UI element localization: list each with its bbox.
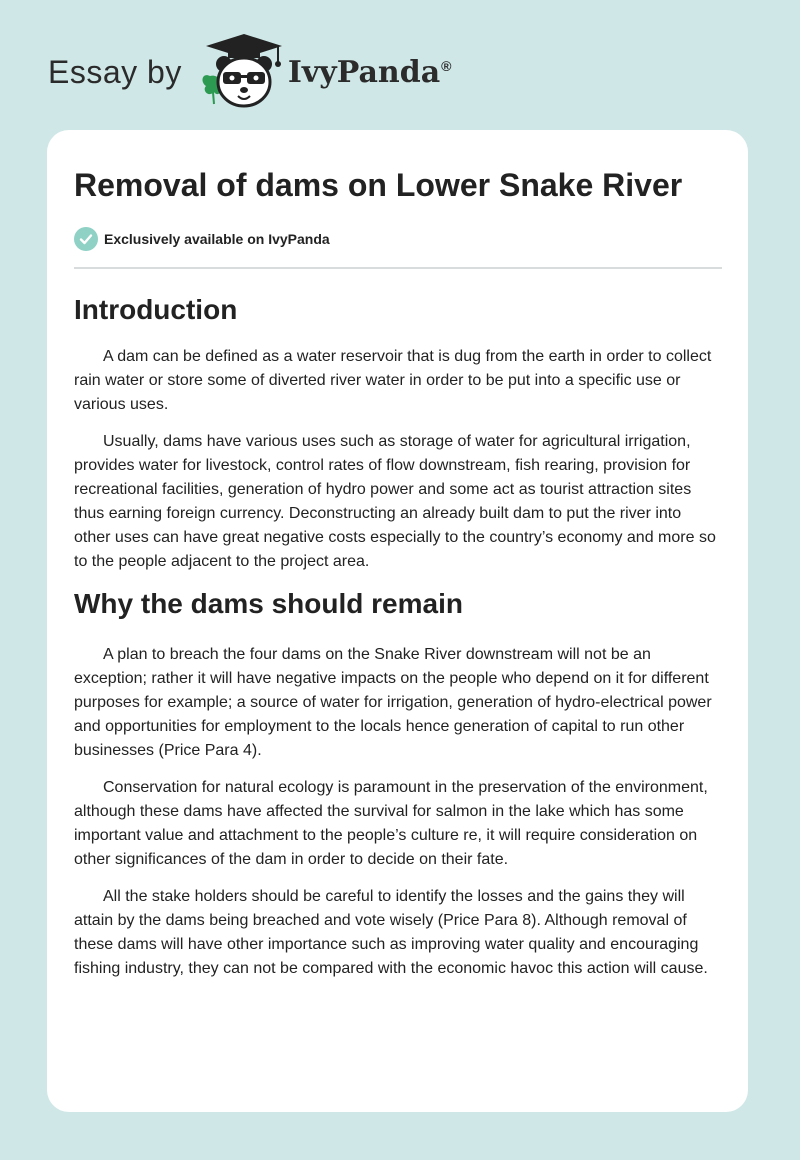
divider (74, 267, 722, 269)
exclusive-badge (74, 226, 722, 252)
paragraph: A dam can be defined as a water reservoir that is dug from the earth in order to collect rain water or store some of diverted river water in order to be put into a specific use or various uses. (74, 348, 712, 413)
site-brand[interactable] (48, 32, 451, 112)
page-title: Removal of dams on Lower Snake River (74, 167, 683, 203)
essay-card (47, 130, 748, 1112)
section-why-dams-remain (74, 587, 722, 981)
paragraph: Usually, dams have various uses such as storage of water for agricultural irrigation, provides water for livestock, control rates of flow downstream, fish rearing, provision for recreational facilities, generation of hydro power and some act as tourist attraction sites thus earning foreign currency. Deconstructing an already built dam to put the river into other uses can have great negative costs especially to the country’s economy and more so to the people adjacent to the project area. (74, 433, 716, 570)
section-heading: Why the dams should remain (74, 588, 463, 619)
section-introduction (74, 293, 722, 574)
brand-prefix: Essay by (48, 53, 182, 90)
badge-text: Exclusively available on IvyPanda (104, 231, 330, 247)
check-circle-icon (74, 227, 98, 251)
section-heading: Introduction (74, 294, 238, 325)
paragraph: A plan to breach the four dams on the Snake River downstream will not be an exception; rather it will have negative impacts on the people who depend on it for different purposes for example; a source of water for irrigation, generation of hydro-electrical power and opportunities for employment to the locals hence generation of capital to run other businesses (Price Para 4). (74, 646, 712, 759)
panda-logo-icon (196, 32, 292, 112)
brand-name: IvyPanda® (287, 54, 452, 90)
registered-mark: ® (441, 57, 452, 74)
paragraph: Conservation for natural ecology is paramount in the preservation of the environment, although these dams have affected the survival for salmon in the lake which has some important value and attachment to the people’s culture re, it will require consideration on other significances of the dam in order to decide on their fate. (74, 779, 708, 868)
paragraph: All the stake holders should be careful to identify the losses and the gains they will attain by the dams being breached and vote wisely (Price Para 8). Although removal of these dams will have other importance such as improving water quality and encouraging fishing industry, they can not be compared with the economic havoc this action will cause. (74, 888, 708, 977)
